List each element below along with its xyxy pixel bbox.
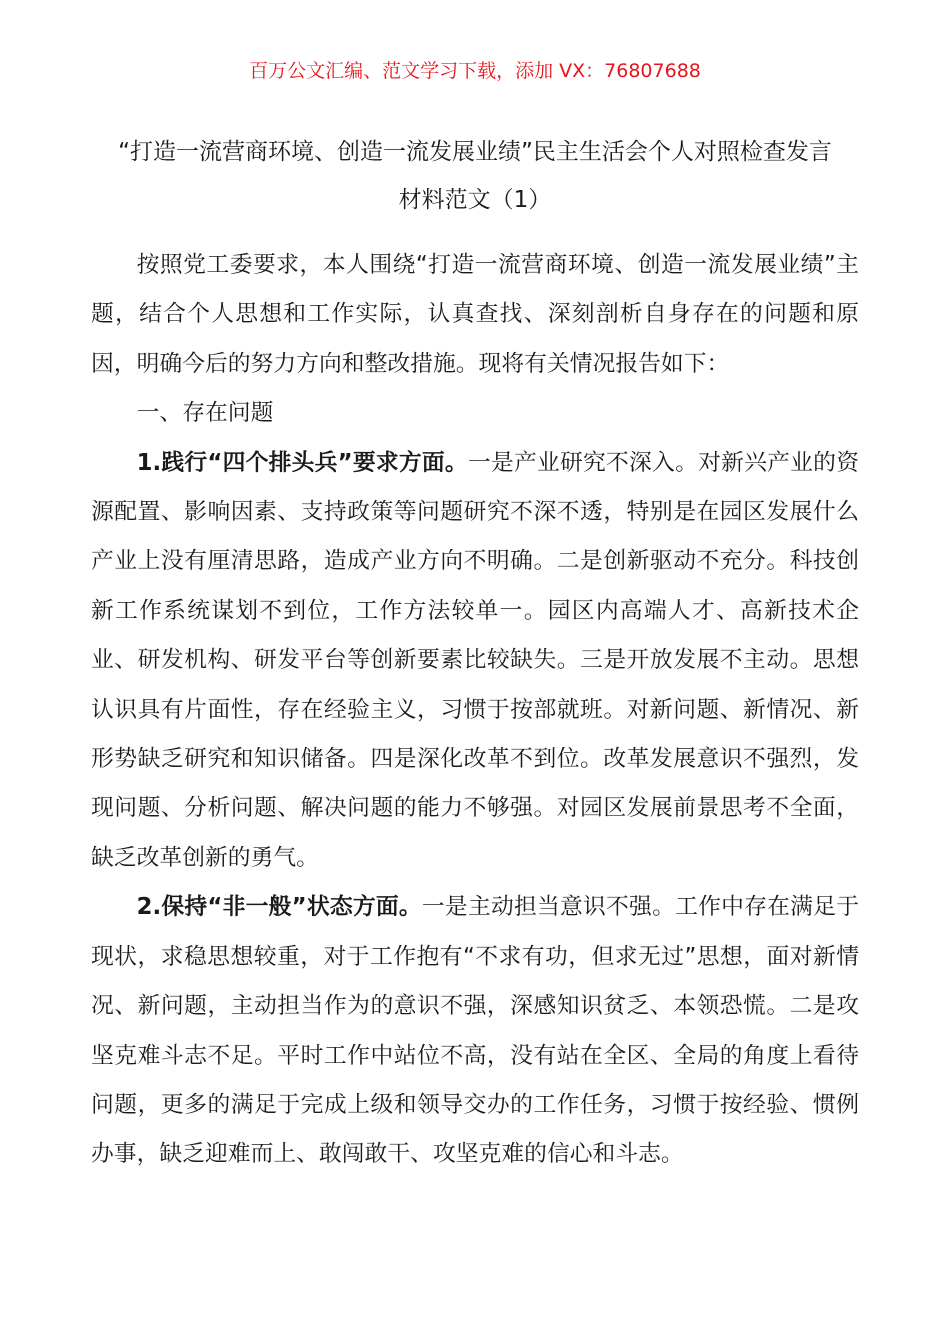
document-title-line-1: “打造一流营商环境、创造一流发展业绩”民主生活会个人对照检查发言 <box>118 139 832 165</box>
document-body <box>91 241 859 1180</box>
intro-paragraph: 按照党工委要求，本人围绕“打造一流营商环境、创造一流发展业绩”主题，结合个人思想和工作实际，认真查找、深刻剖析自身存在的问题和原因，明确今后的努力方向和整改措施。现将有关情况报告如下： <box>91 252 859 377</box>
item-2-lead: 2.保持“非一般”状态方面。 <box>136 894 422 921</box>
document-title-line-2: 材料范文（1） <box>398 187 552 213</box>
item-2-paragraph <box>91 883 859 1179</box>
download-notice-header: 百万公文汇编、范文学习下载，添加 VX：76807688 <box>249 60 701 82</box>
item-1-lead: 1.践行“四个排头兵”要求方面。 <box>136 449 468 476</box>
item-1-paragraph <box>91 439 859 884</box>
item-2-text: 一是主动担当意识不强。工作中存在满足于现状，求稳思想较重，对于工作抱有“不求有功，但求无过”思想，面对新情况、新问题，主动担当作为的意识不强，深感知识贫乏、本领恐慌。二是攻坚克难斗志不足。平时工作中站位不高，没有站在全区、全局的角度上看待问题，更多的满足于完成上级和领导交办的工作任务，习惯于按经验、惯例办事，缺乏迎难而上、敢闯敢干、攻坚克难的信心和斗志。 <box>91 894 859 1168</box>
section-heading-problems: 一、存在问题 <box>136 400 274 427</box>
item-1-text: 一是产业研究不深入。对新兴产业的资源配置、影响因素、支持政策等问题研究不深不透，特别是在园区发展什么产业上没有厘清思路，造成产业方向不明确。二是创新驱动不充分。科技创新工作系统谋划不到位，工作方法较单一。园区内高端人才、高新技术企业、研发机构、研发平台等创新要素比较缺失。三是开放发展不主动。思想认识具有片面性，存在经验主义，习惯于按部就班。对新问题、新情况、新形势缺乏研究和知识储备。四是深化改革不到位。改革发展意识不强烈，发现问题、分析问题、解决问题的能力不够强。对园区发展前景思考不全面，缺乏改革创新的勇气。 <box>91 449 859 871</box>
